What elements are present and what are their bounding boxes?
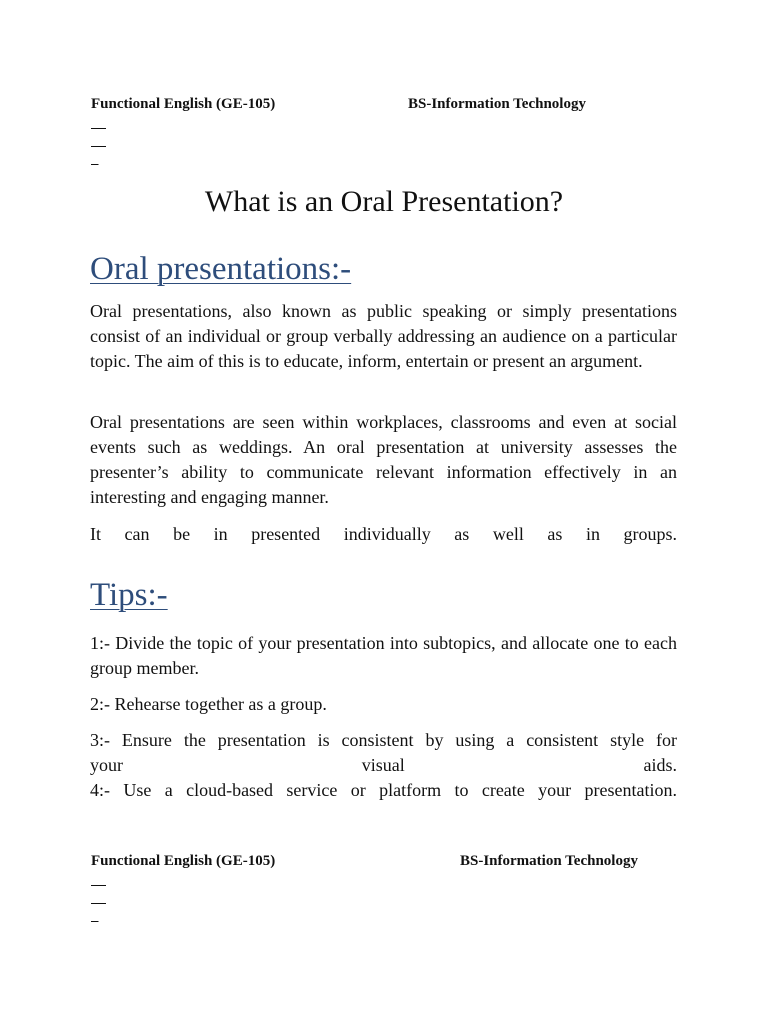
document-title: What is an Oral Presentation? — [204, 185, 564, 218]
tip-item-4: 4:- Use a cloud-based service or platform to create your presentation. — [90, 780, 677, 800]
tip-item-1: 1:- Divide the topic of your presentation into subtopics, and allocate one to each group member. — [90, 633, 677, 678]
footer-program: BS-Information Technology — [460, 853, 638, 869]
header-program: BS-Information Technology — [408, 96, 586, 112]
page-footer — [91, 852, 678, 924]
header-course: Functional English (GE-105) — [91, 96, 276, 112]
footer-course: Functional English (GE-105) — [91, 853, 276, 869]
paragraph-definition: Oral presentations, also known as public speaking or simply presentations consist of an individual or group verbally addressing an audience on a particular topic. The aim of this is to educate, inform, entertain or present an argument. — [90, 301, 677, 371]
paragraph-settings: Oral presentations are seen within workplaces, classrooms and even at social events such as weddings. An oral presentation at university assesses the presenter’s ability to communicate relevant information effectively in an interesting and engaging manner. — [90, 412, 677, 507]
page-header — [91, 95, 621, 167]
paragraph-individual-groups: It can be in presented individually as well as in groups. — [90, 524, 677, 544]
section-heading-oral-presentations: Oral presentations:- — [90, 251, 352, 287]
tip-item-3-continued: your visual aids. — [90, 755, 677, 775]
tip-item-3: 3:- Ensure the presentation is consistent by using a consistent style for — [90, 730, 677, 750]
section-heading-tips: Tips:- — [90, 577, 168, 613]
tip-item-2: 2:- Rehearse together as a group. — [90, 694, 327, 714]
